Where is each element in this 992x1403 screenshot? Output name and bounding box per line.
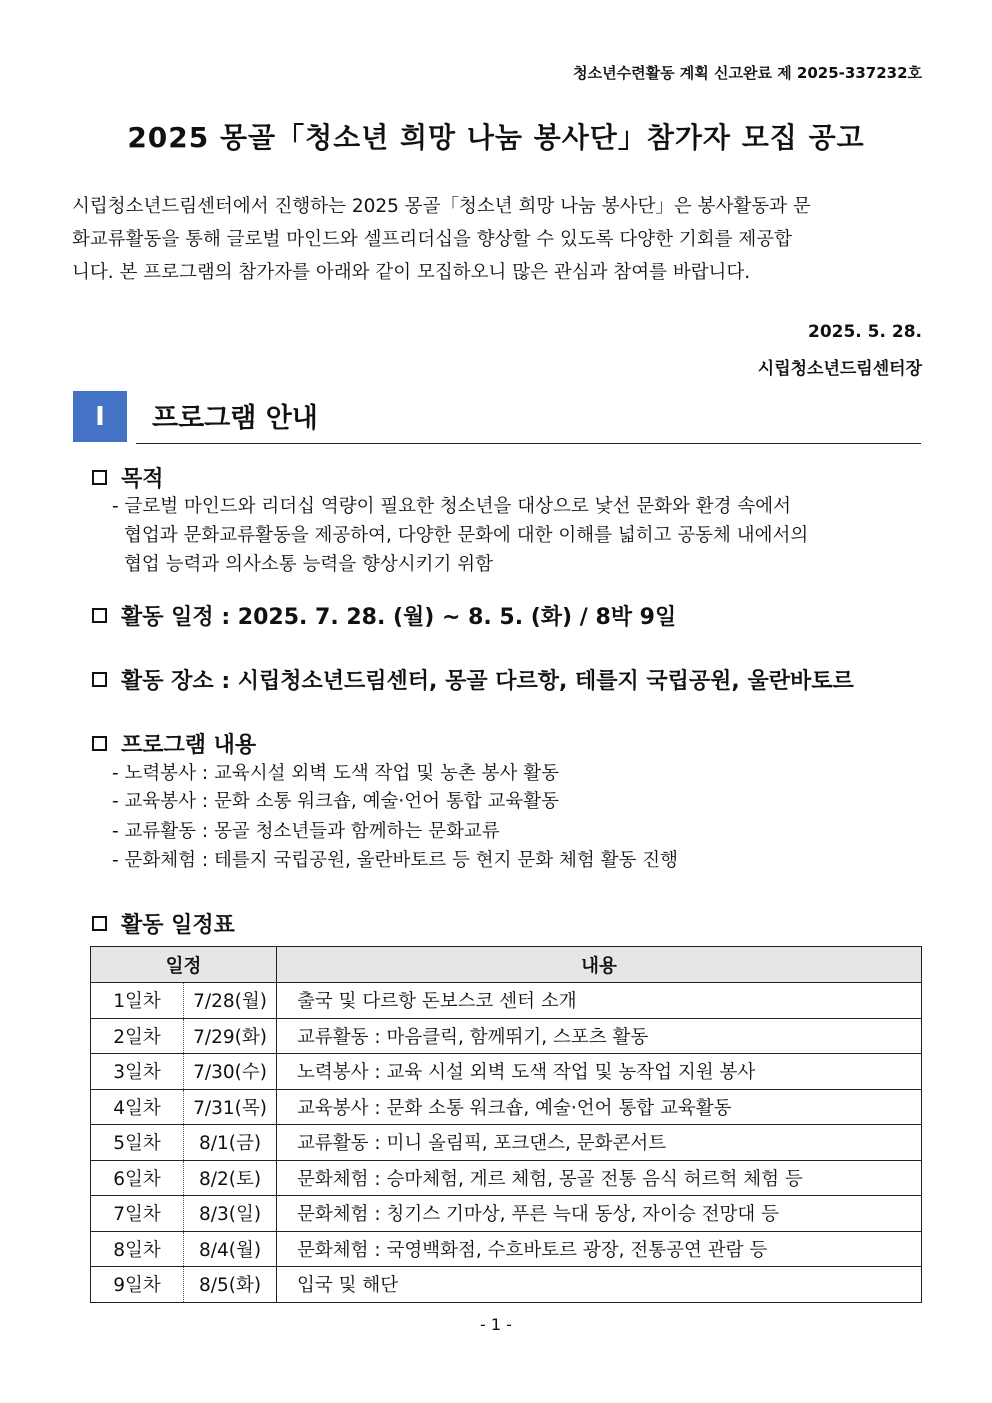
- table-row: [91, 1089, 922, 1125]
- intro-paragraph: [72, 190, 922, 289]
- timetable-heading: [92, 908, 235, 939]
- table-row: [91, 1160, 922, 1196]
- checkbox-square-icon: [92, 672, 107, 687]
- date-cell: 7/31(목): [184, 1089, 277, 1125]
- day-cell: 4일차: [91, 1089, 184, 1125]
- report-number: 청소년수련활동 계획 신고완료 제 2025-337232호: [573, 64, 922, 82]
- day-cell: 3일차: [91, 1054, 184, 1090]
- day-cell: 2일차: [91, 1018, 184, 1054]
- timetable: [90, 946, 922, 1303]
- checkbox-square-icon: [92, 736, 107, 751]
- day-cell: 7일차: [91, 1196, 184, 1232]
- timetable-header-row: [91, 947, 922, 983]
- location-heading: [92, 664, 854, 695]
- location-heading-label: 활동 장소 : 시립청소년드림센터, 몽골 다르항, 테를지 국립공원, 울란바토르: [121, 669, 854, 694]
- table-row: [91, 1267, 922, 1303]
- day-cell: 1일차: [91, 983, 184, 1019]
- content-cell: 문화체험 : 국영백화점, 수흐바토르 광장, 전통공연 관람 등: [277, 1231, 922, 1267]
- content-cell: 문화체험 : 칭기스 기마상, 푸른 늑대 동상, 자이승 전망대 등: [277, 1196, 922, 1232]
- purpose-text: [112, 492, 922, 579]
- schedule-heading-label: 활동 일정 : 2025. 7. 28. (월) ~ 8. 5. (화) / 8박 9일: [121, 605, 677, 630]
- content-cell: 문화체험 : 승마체험, 게르 체험, 몽골 전통 음식 허르헉 체험 등: [277, 1160, 922, 1196]
- program-item: - 교육봉사 : 문화 소통 워크숍, 예술·언어 통합 교육활동: [112, 791, 560, 812]
- content-cell: 교류활동 : 마음클릭, 함께뛰기, 스포츠 활동: [277, 1018, 922, 1054]
- table-row: [91, 1054, 922, 1090]
- table-row: [91, 1231, 922, 1267]
- date-cell: 8/1(금): [184, 1125, 277, 1161]
- content-cell: 교류활동 : 미니 올림픽, 포크댄스, 문화콘서트: [277, 1125, 922, 1161]
- content-cell: 교육봉사 : 문화 소통 워크숍, 예술·언어 통합 교육활동: [277, 1089, 922, 1125]
- issuer-name: 시립청소년드림센터장: [757, 359, 922, 379]
- table-row: [91, 1196, 922, 1232]
- page-number: - 1 -: [480, 1315, 512, 1334]
- page-title: 2025 몽골「청소년 희망 나눔 봉사단」참가자 모집 공고: [127, 121, 865, 154]
- checkbox-square-icon: [92, 470, 107, 485]
- program-heading: [92, 728, 256, 759]
- content-cell: 입국 및 해단: [277, 1267, 922, 1303]
- date-cell: 8/4(월): [184, 1231, 277, 1267]
- purpose-heading: [92, 462, 164, 493]
- date-cell: 8/3(일): [184, 1196, 277, 1232]
- day-cell: 5일차: [91, 1125, 184, 1161]
- header-schedule: 일정: [91, 947, 277, 983]
- purpose-line: - 글로벌 마인드와 리더십 역량이 필요한 청소년을 대상으로 낯선 문화와 환경 속에서: [112, 496, 791, 517]
- notice-date: 2025. 5. 28.: [807, 322, 922, 342]
- schedule-heading: [92, 600, 676, 631]
- purpose-line: 협업 능력과 의사소통 능력을 향상시키기 위함: [124, 554, 493, 575]
- header-content: 내용: [277, 947, 922, 983]
- day-cell: 9일차: [91, 1267, 184, 1303]
- program-heading-label: 프로그램 내용: [121, 733, 257, 758]
- intro-line: 니다. 본 프로그램의 참가자를 아래와 같이 모집하오니 많은 관심과 참여를 바랍니다.: [72, 262, 751, 283]
- purpose-heading-label: 목적: [121, 467, 164, 492]
- section-number-badge: I: [73, 391, 127, 442]
- day-cell: 8일차: [91, 1231, 184, 1267]
- program-item: - 교류활동 : 몽골 청소년들과 함께하는 문화교류: [112, 821, 500, 842]
- date-cell: 8/2(토): [184, 1160, 277, 1196]
- date-cell: 7/30(수): [184, 1054, 277, 1090]
- day-cell: 6일차: [91, 1160, 184, 1196]
- intro-line: 시립청소년드림센터에서 진행하는 2025 몽골「청소년 희망 나눔 봉사단」은 봉사활동과 문: [72, 196, 811, 217]
- program-item: - 문화체험 : 테를지 국립공원, 울란바토르 등 현지 문화 체험 활동 진행: [112, 850, 678, 871]
- content-cell: 출국 및 다르항 돈보스코 센터 소개: [277, 983, 922, 1019]
- table-row: [91, 1125, 922, 1161]
- section-divider: [136, 443, 921, 444]
- intro-line: 화교류활동을 통해 글로벌 마인드와 셀프리더십을 향상할 수 있도록 다양한 기회를 제공합: [72, 229, 793, 250]
- table-row: [91, 1018, 922, 1054]
- checkbox-square-icon: [92, 608, 107, 623]
- section-title: 프로그램 안내: [152, 403, 318, 434]
- timetable-heading-label: 활동 일정표: [121, 913, 235, 938]
- date-cell: 8/5(화): [184, 1267, 277, 1303]
- program-item: - 노력봉사 : 교육시설 외벽 도색 작업 및 농촌 봉사 활동: [112, 763, 560, 784]
- date-cell: 7/28(월): [184, 983, 277, 1019]
- table-row: [91, 983, 922, 1019]
- purpose-line: 협업과 문화교류활동을 제공하여, 다양한 문화에 대한 이해를 넓히고 공동체 내에서의: [124, 525, 809, 546]
- date-cell: 7/29(화): [184, 1018, 277, 1054]
- content-cell: 노력봉사 : 교육 시설 외벽 도색 작업 및 농작업 지원 봉사: [277, 1054, 922, 1090]
- checkbox-square-icon: [92, 916, 107, 931]
